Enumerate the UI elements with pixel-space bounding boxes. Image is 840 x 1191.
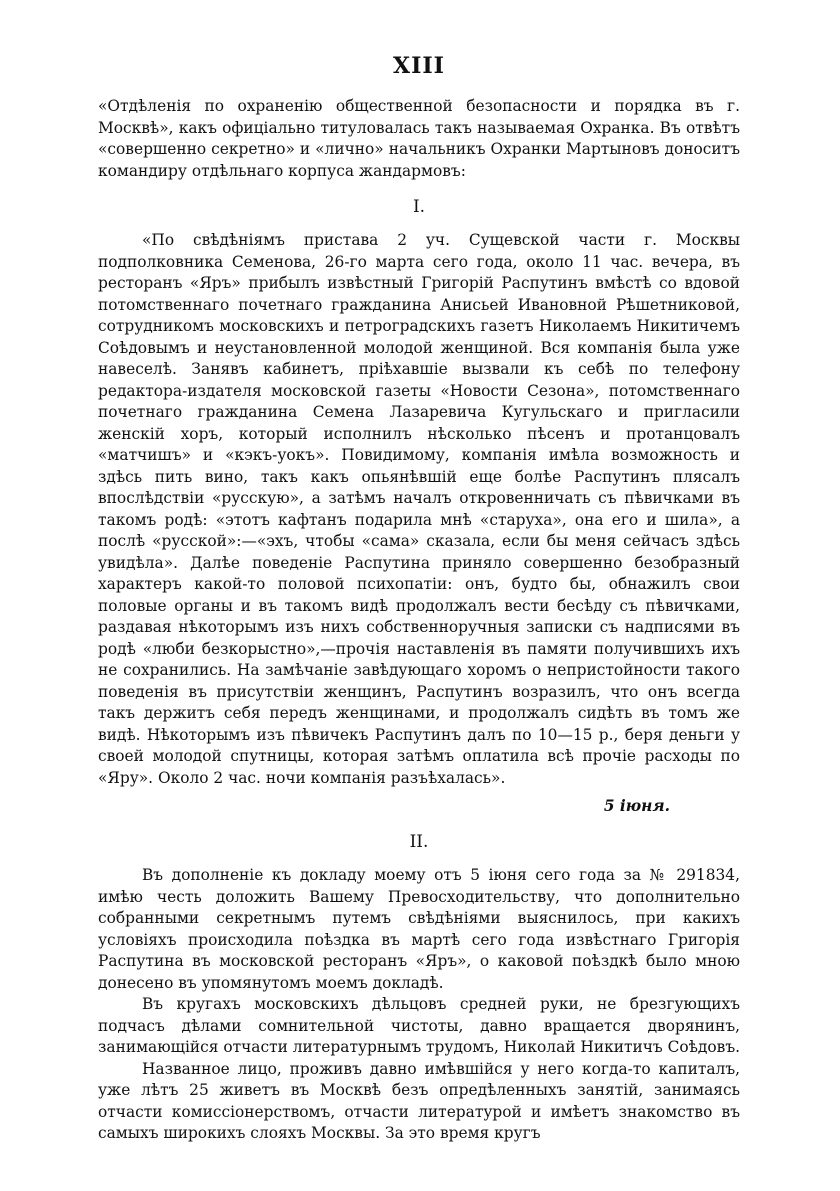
page-number: XIII [393,53,445,79]
section-1-heading: I. [412,197,426,217]
intro-paragraph: «Отдѣленія по охраненію общественной безопасности и порядка въ г. Москвѣ», какъ офиціально титуловалась такъ называемая Охранка. Въ отвѣтъ «совершенно секретно» и «лично» начальникъ Охранки Мартыновъ доноситъ командиру отдѣльнаго корпуса жандармовъ: [98,97,740,180]
section-2-paragraph-1: Въ дополненіе къ докладу моему отъ 5 іюня сего года за № 291834, имѣю честь доложить Вашему Превосходительству, что дополнительно собранными секретнымъ путемъ свѣдѣніями выяснилось, при какихъ условіяхъ происходила поѣздка въ мартѣ сего года извѣстнаго Григорія Распутина въ московской ресторанъ «Яръ», о каковой поѣздкѣ было мною донесено въ упомянутомъ моемъ докладѣ. [98,866,740,992]
section-1-date: 5 іюня. [603,797,670,815]
document-page [98,52,740,1145]
section-2-heading: II. [409,832,429,852]
section-2-paragraph-2: Въ кругахъ московскихъ дѣльцовъ средней руки, не брезгующихъ подчасъ дѣлами сомнительной чистоты, давно вращается дворянинъ, занимающійся отчасти литературнымъ трудомъ, Николай Никитичъ Соѣдовъ. [98,995,741,1056]
section-2-paragraph-3: Названное лицо, проживъ давно имѣвшійся у него когда-то капиталъ, уже лѣтъ 25 живетъ въ Москвѣ безъ опредѣленныхъ занятій, занимаясь отчасти комиссіонерствомъ, отчасти литературой и имѣетъ знакомство въ самыхъ широкихъ слояхъ Москвы. За это время кругъ [98,1059,740,1142]
section-1-paragraph: «По свѣдѣніямъ пристава 2 уч. Сущевской части г. Москвы подполковника Семенова, 26-го марта сего года, около 11 час. вечера, въ ресторанъ «Яръ» прибылъ извѣстный Григорій Распутинъ вмѣстѣ со вдовой потомственнаго почетнаго гражданина Анисьей Ивановной Рѣшетниковой, сотрудникомъ московскихъ и петроградскихъ газетъ Николаемъ Никитичемъ Соѣдовымъ и неустановленной молодой женщиной. Вся компанія была уже навеселѣ. Занявъ кабинетъ, пріѣхавшіе вызвали къ себѣ по телефону редактора-издателя московской газеты «Новости Сезона», потомственнаго почетнаго гражданина Семена Лазаревича Кугульскаго и пригласили женскій хоръ, который исполнилъ нѣсколько пѣсенъ и протанцовалъ «матчишъ» и «кэкъ-уокъ». Повидимому, компанія имѣла возможность и здѣсь пить вино, такъ какъ опьянѣвшій еще болѣе Распутинъ плясалъ впослѣдствіи «русскую», а затѣмъ началъ откровенничать съ пѣвичками въ такомъ родѣ: «этотъ кафтанъ подарила мнѣ «старуха», она его и шила», а послѣ «русской»:—«эхъ, чтобы «сама» сказала, если бы меня сейчасъ здѣсь увидѣла». Далѣе поведеніе Распутина приняло совершенно безобразный характеръ какой-то половой психопатіи: онъ, будто бы, обнажилъ свои половые органы и въ такомъ видѣ продолжалъ вести бесѣду съ пѣвичками, раздавая нѣкоторымъ изъ нихъ собственноручныя записки съ надписями въ родѣ «люби безкорыстно»,—прочія наставленія въ памяти получившихъ ихъ не сохранились. На замѣчаніе завѣдующаго хоромъ о непристойности такого поведенія въ присутствіи женщинъ, Распутинъ возразилъ, что онъ всегда такъ держитъ себя передъ женщинами, и продолжалъ сидѣть въ томъ же видѣ. Нѣкоторымъ изъ пѣвичекъ Распутинъ далъ по 10—15 р., беря деньги у своей молодой спутницы, которая затѣмъ оплатила всѣ прочіе расходы по «Яру». Около 2 час. ночи компанія разъѣхалась». [98,231,740,787]
